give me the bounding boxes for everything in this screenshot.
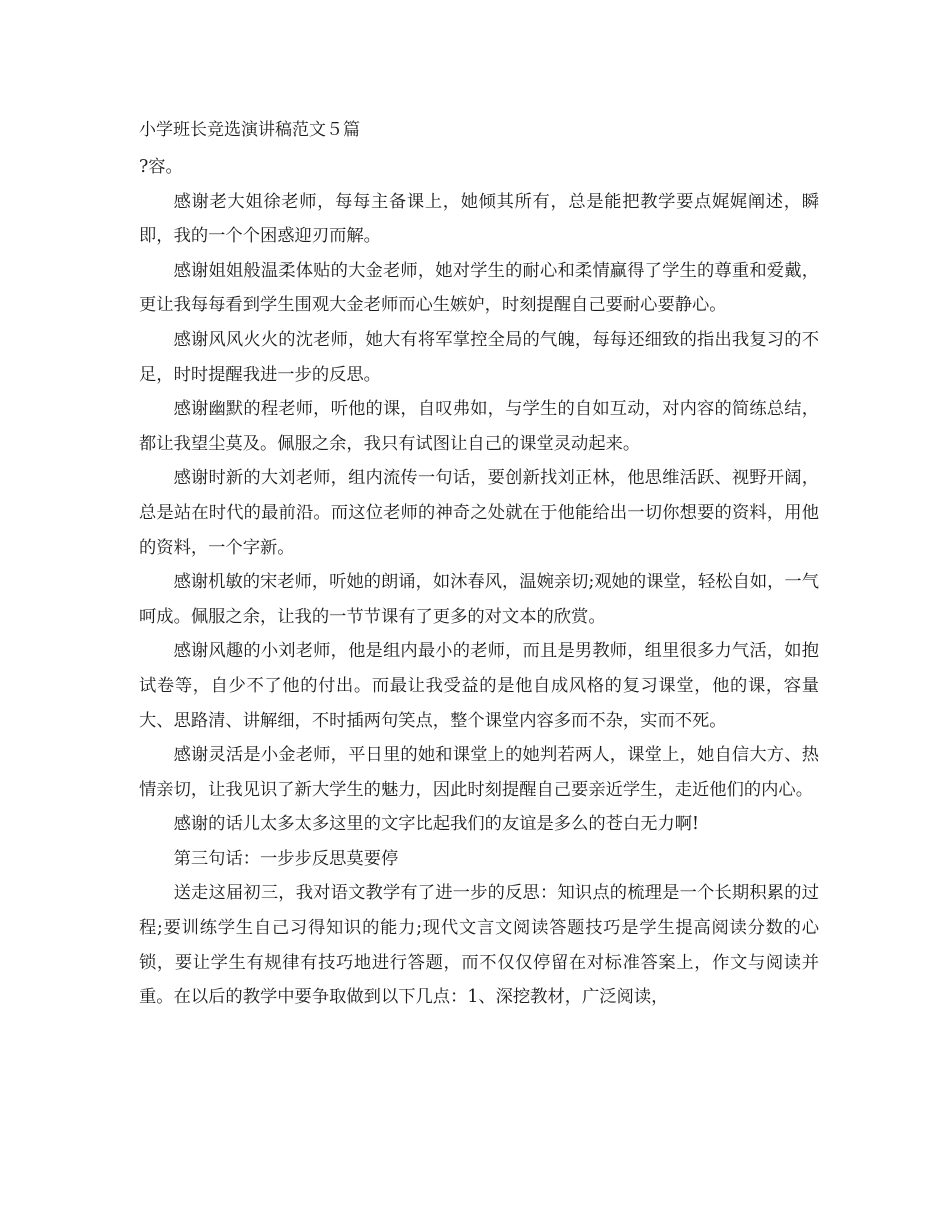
paragraph: 感谢灵活是小金老师，平日里的她和课堂上的她判若两人，课堂上，她自信大方、热情亲切，让我见识了新大学生的魅力，因此时刻提醒自己要亲近学生，走近他们的内心。 — [139, 745, 819, 800]
paragraph: 感谢时新的大刘老师，组内流传一句话，要创新找刘正林，他思维活跃、视野开阔，总是站在时代的最前沿。而这位老师的神奇之处就在于他能给出一切你想要的资料，用他的资料，一个字新。 — [139, 468, 819, 558]
paragraph: 感谢姐姐般温柔体贴的大金老师，她对学生的耐心和柔情赢得了学生的尊重和爱戴，更让我每每看到学生围观大金老师而心生嫉妒，时刻提醒自己要耐心要静心。 — [139, 260, 819, 316]
document-body — [139, 150, 819, 1015]
paragraph: 感谢风趣的小刘老师，他是组内最小的老师，而且是男教师，组里很多力气活，如抱试卷等，自少不了他的付出。而最让我受益的是他自成风格的复习课堂，他的课，容量大、思路清、讲解细，不时插两句笑点，整个课堂内容多而不杂，实而不死。 — [139, 641, 819, 731]
paragraph: 送走这届初三，我对语文教学有了进一步的反思：知识点的梳理是一个长期积累的过程;要训练学生自己习得知识的能力;现代文言文阅读答题技巧是学生提高阅读分数的心锁，要让学生有规律有技巧地进行答题，而不仅仅停留在对标准答案上，作文与阅读并重。在以后的教学中要争取做到以下几点：1、深挖教材，广泛阅读， — [139, 883, 819, 1008]
paragraph: 感谢老大姐徐老师，每每主备课上，她倾其所有，总是能把教学要点娓娓阐述，瞬即，我的一个个困惑迎刃而解。 — [139, 191, 819, 247]
section-heading: 第三句话：一步步反思莫要停 — [173, 848, 399, 869]
paragraph: 感谢的话儿太多太多这里的文字比起我们的友谊是多么的苍白无力啊! — [173, 814, 699, 835]
paragraph: 感谢风风火火的沈老师，她大有将军掌控全局的气魄，每每还细致的指出我复习的不足，时时提醒我进一步的反思。 — [139, 329, 819, 385]
paragraph: 感谢机敏的宋老师，听她的朗诵，如沐春风，温婉亲切;观她的课堂，轻松自如，一气呵成。佩服之余，让我的一节节课有了更多的对文本的欣赏。 — [139, 572, 819, 627]
paragraph: ?容。 — [139, 157, 183, 177]
document-header: 小学班长竞选演讲稿范文５篇 — [139, 120, 360, 140]
paragraph: 感谢幽默的程老师，听他的课，自叹弗如，与学生的自如互动，对内容的简练总结，都让我望尘莫及。佩服之余，我只有试图让自己的课堂灵动起来。 — [139, 399, 819, 454]
